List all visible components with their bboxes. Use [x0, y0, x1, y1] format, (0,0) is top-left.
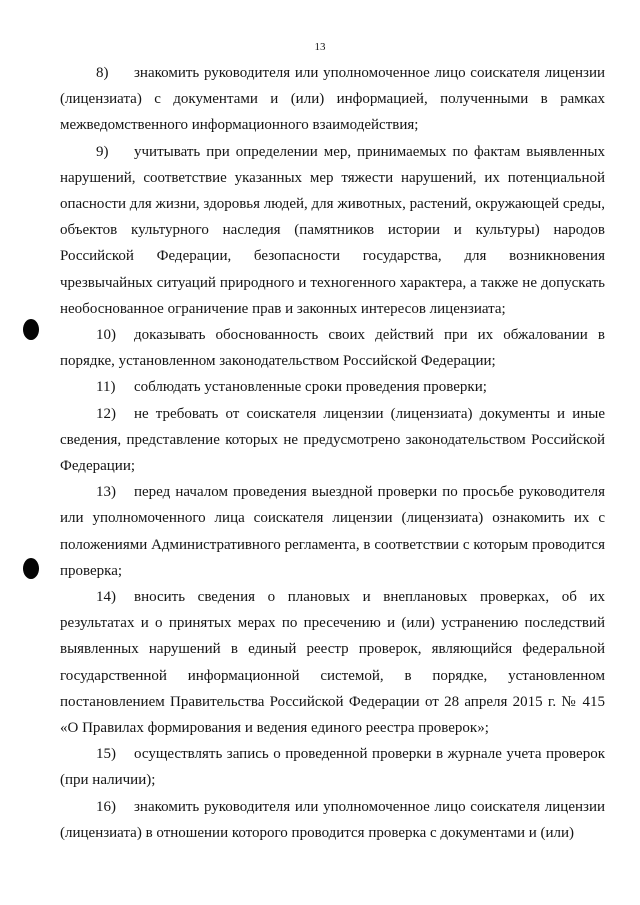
item-number: 12) [96, 405, 116, 422]
punch-hole-top [23, 319, 39, 340]
list-item-14 [60, 584, 605, 741]
list-item-9 [60, 139, 605, 322]
item-text: соблюдать установленные сроки проведения проверки; [134, 379, 487, 396]
item-number: 15) [96, 746, 116, 763]
item-text: знакомить руководителя или уполномоченное лицо соискателя лицензии (лицензиата) с документами и (или) информацией, полученными в рамках межведомственного информационного взаимодействия; [60, 65, 605, 134]
item-text: не требовать от соискателя лицензии (лицензиата) документы и иные сведения, представление которых не предусмотрено законодательством Российской Федерации; [60, 405, 605, 475]
item-number: 8) [96, 65, 109, 81]
item-number: 10) [96, 327, 116, 344]
item-text: перед началом проведения выездной проверки по просьбе руководителя или уполномоченного лица соискателя лицензии (лицензиата) ознакомить их с положениями Административного регламента, в соответствии с которым проводится проверка; [60, 484, 605, 579]
item-number: 9) [96, 143, 109, 160]
list-item-13 [60, 479, 605, 584]
item-text: знакомить руководителя или уполномоченное лицо соискателя лицензии (лицензиата) в отношении которого проводится проверка с документами и (или) [60, 798, 605, 841]
item-number: 13) [96, 484, 116, 501]
item-number: 14) [96, 589, 116, 606]
list-item-11 [60, 374, 605, 400]
document-body [60, 60, 605, 846]
page-number: 13 [314, 41, 326, 53]
list-item-8 [60, 60, 605, 139]
list-item-15 [60, 741, 605, 793]
item-number: 11) [96, 379, 116, 396]
item-text: осуществлять запись о проведенной проверки в журнале учета проверок (при наличии); [60, 746, 605, 789]
item-text: вносить сведения о плановых и внеплановых проверках, об их результатах и о принятых мерах по пресечению и (или) устранению последствий выявленных нарушений в единый реестр проверок, являющийся федеральной государственной информационной системой, в порядке, установленном постановлением Правительства Российской Федерации от 28 апреля 2015 г. № 415 «О Правилах формирования и ведения единого реестра проверок»; [60, 589, 605, 737]
list-item-16 [60, 794, 605, 846]
punch-hole-bottom [23, 558, 39, 579]
list-item-12 [60, 401, 605, 480]
list-item-10 [60, 322, 605, 374]
item-text: доказывать обоснованность своих действий при их обжаловании в порядке, установленном законодательством Российской Федерации; [60, 327, 605, 370]
item-text: учитывать при определении мер, принимаемых по фактам выявленных нарушений, соответствие указанных мер тяжести нарушений, их потенциальной опасности для жизни, здоровья людей, для животных, растений, окружающей среды, объектов культурного наследия (памятников истории и культуры) народов Российской Федерации, безопасности государства, для возникновения чрезвычайных ситуаций природного и техногенного характера, а также не допускать необоснованное ограничение прав и законных интересов лицензиата; [60, 143, 605, 317]
item-number: 16) [96, 798, 116, 815]
